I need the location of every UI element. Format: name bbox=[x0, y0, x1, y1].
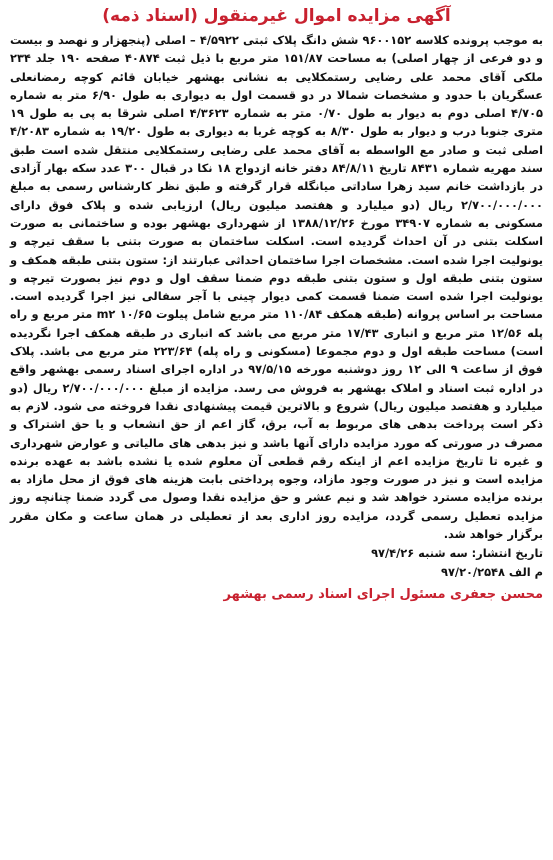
notice-code: م الف ۹۷/۲۰/۲۵۴۸ bbox=[441, 564, 543, 579]
publish-date: تاریخ انتشار: سه شنبه ۹۷/۴/۲۶ bbox=[371, 546, 543, 561]
notice-body bbox=[10, 31, 543, 543]
notice-paragraph: به موجب پرونده کلاسه ۹۶۰۰۱۵۲ شش دانگ پلاک ثبتی ۴/۵۹۲۲ – اصلی (پنجهزار و نهصد و بیست و دو فرعی از چهار اصلی) به مساحت ۱۵۱/۸۷ متر مربع با ذیل ثبت ۴۰۸۷۴ صفحه ۱۹۰ جلد ۲۳۴ ملکی آقای محمد علی رضایی رستمکلایی به نشانی بهشهر خیابان قائم کوچه رمضانعلی عسگریان با حدود و مشخصات شمالا در دو قسمت اول به دیواری به طول ۶/۹۰ متر به شماره ۴/۷۰۵ اصلی دوم به دیوار به طول ۰/۷۰ متر به شماره ۴/۳۶۲۳ اصلی شرقا به پی به طول ۱۹ متری جنوبا درب و دیوار به طول ۸/۳۰ به کوچه غربا به دیواری به طول ۱۹/۲۰ به شماره ۴/۲۰۸۳ اصلی ثبت و صادر مع الواسطه به آقای محمد علی رضایی رستمکلایی منتقل شده است طبق سند مهریه شماره ۸۴۳۱ تاریخ ۸۴/۸/۱۱ دفتر خانه ازدواج ۱۸ نکا در قبال ۳۰۰ عدد سکه بهار آزادی در بازداشت خانم سید زهرا ساداتی میانگله قرار گرفته و طبق نظر کارشناس رسمی به مبلغ ۲/۷۰۰/۰۰۰/۰۰۰ ریال (دو میلیارد و هفتصد میلیون ریال) ارزیابی شده و پلاک فوق دارای مسکونی به شماره ۳۴۹۰۷ مورخ ۱۳۸۸/۱۲/۲۶ از شهرداری بهشهر بوده و ساختمانی به صورت اسکلت بتنی در آن احداث گردیده است. اسکلت ساختمان به صورت بتنی با سقف تیرچه و یونولیت اجرا شده است. مشخصات اجرا ساختمان احداثی عبارتند از: ستون بتنی طبقه همکف و ستون بتنی طبقه اول و ستون بتنی طبقه دوم ضمنا سقف اول و دوم نیز بصورت تیرچه و یونولیت اجرا شده است ضمنا قسمت کمی دیوار چینی با آجر سفالی نیز اجرا گردیده است. مساحت بر اساس پروانه (طبقه همکف ۱۱۰/۸۴ متر مربع شامل پیلوت ۱۰/۶۵ m۲ متر مربع و راه پله ۱۲/۵۶ متر مربع و انباری ۱۷/۴۳ متر مربع می باشد که انباری در طبقه همکف اجرا نگردیده است) مساحت طبقه اول و دوم مجموعا (مسکونی و راه پله) ۲۲۳/۶۴ متر مربع می باشد. پلاک فوق از ساعت ۹ الی ۱۲ روز دوشنبه مورخه ۹۷/۵/۱۵ در اداره اجرای اسناد رسمی بهشهر واقع در اداره ثبت اسناد و املاک بهشهر به فروش می رسد. مزایده از مبلغ ۲/۷۰۰/۰۰۰/۰۰۰ ریال (دو میلیارد و هفتصد میلیون ریال) شروع و بالاترین قیمت پیشنهادی نقدا فروخته می شود. لازم به ذکر است پرداخت بدهی های مربوط به آب، برق، گاز اعم از حق انشعاب و یا حق اشتراک و مصرف در صورتی که مورد مزایده دارای آنها باشد و نیز بدهی های مالیاتی و عوارض شهرداری و غیره تا تاریخ مزایده اعم از اینکه رقم قطعی آن معلوم شده یا نشده باشد به عهده برنده مزایده است و نیز در صورت وجود مازاد، وجوه پرداختی بابت هزینه های فوق از محل مازاد به برنده مزایده مسترد خواهد شد و نیم عشر و حق مزایده نقدا وصول می گردد ضمنا چنانچه روز مزایده تعطیل رسمی گردد، مزایده روز اداری بعد از تعطیلی در همان ساعت و مکان مقرر برگزار خواهد شد. bbox=[10, 33, 544, 542]
notice-signature: محسن جعفری مسئول اجرای اسناد رسمی بهشهر bbox=[223, 586, 543, 602]
notice-title: آگهی مزایده اموال غیرمنقول (اسناد ذمه) bbox=[102, 6, 451, 26]
notice-meta bbox=[10, 544, 543, 581]
